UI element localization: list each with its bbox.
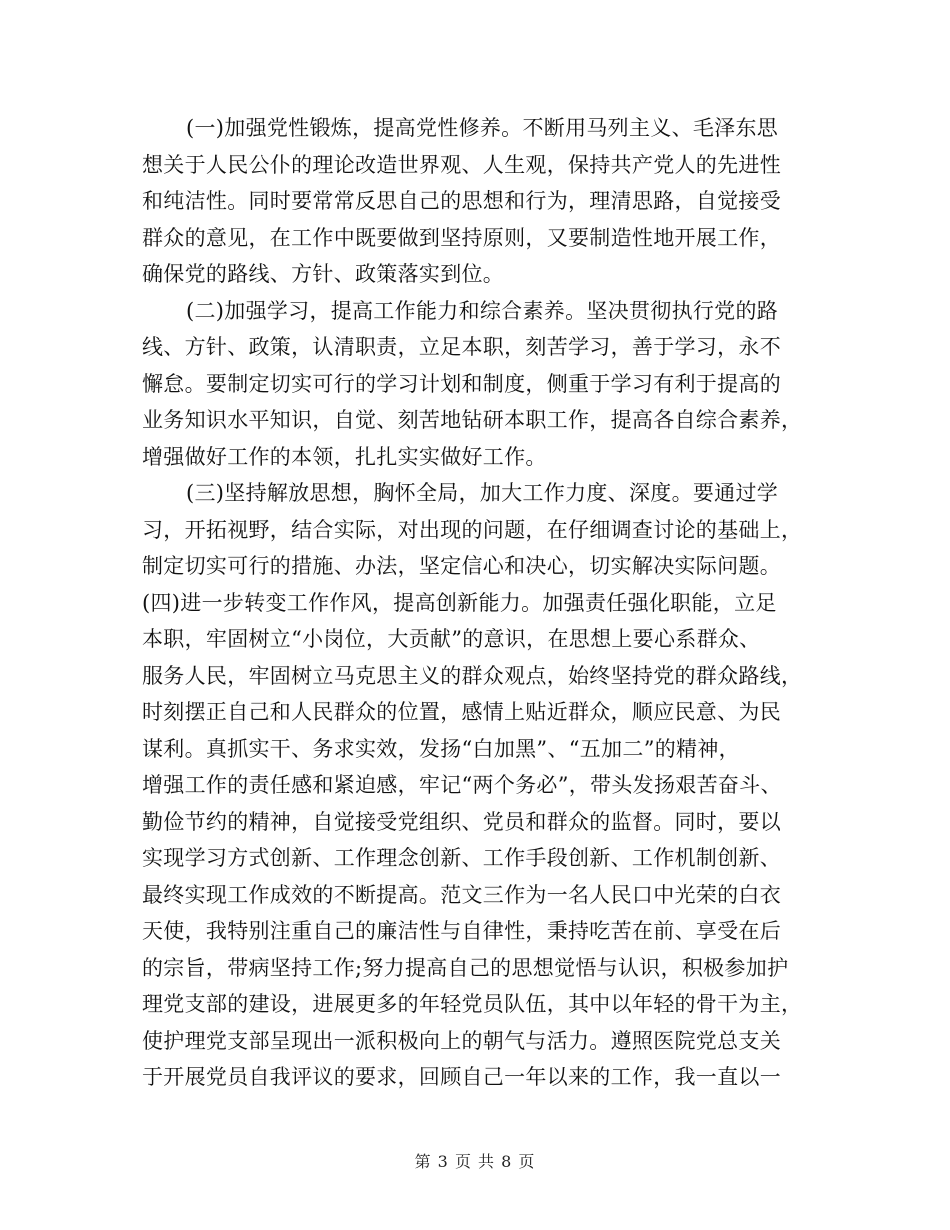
paragraph-4-line-6: 增强工作的责任感和紧迫感，牢记“两个务必”，带头发扬艰苦奋斗、 xyxy=(142,773,782,797)
paragraph-4-line-7: 勤俭节约的精神，自觉接受党组织、党员和群众的监督。同时，要以 xyxy=(142,809,781,834)
paragraph-4-line-12: 理党支部的建设，进展更多的年轻党员队伍，其中以年轻的骨干为主， xyxy=(142,992,803,1016)
paragraph-4-line-13: 使护理党支部呈现出一派积极向上的朝气与活力。遵照医院党总支关 xyxy=(142,1028,781,1053)
paragraph-3-line-1: (三)坚持解放思想，胸怀全局，加大工作力度、深度。要通过学 xyxy=(186,481,779,505)
paragraph-2-line-5: 增强做好工作的本领，扎扎实实做好工作。 xyxy=(142,444,547,469)
paragraph-4-line-2: 本职，牢固树立“小岗位，大贡献”的意识，在思想上要心系群众、 xyxy=(142,627,761,651)
paragraph-1-line-1: (一)加强党性锻炼，提高党性修养。不断用马列主义、毛泽东思 xyxy=(186,116,779,140)
page-number-footer: 第 3 页 共 8 页 xyxy=(414,1152,536,1171)
paragraph-4-line-10: 天使，我特别注重自己的廉洁性与自律性，秉持吃苦在前、享受在后 xyxy=(142,919,781,943)
body-text xyxy=(142,110,812,1096)
paragraph-1-line-3: 和纯洁性。同时要常常反思自己的思想和行为，理清思路，自觉接受 xyxy=(142,189,781,213)
paragraph-4-line-4: 时刻摆正自己和人民群众的位置，感情上贴近群众，顺应民意、为民 xyxy=(142,700,781,724)
paragraph-3-line-3: 制定切实可行的措施、办法，坚定信心和决心，切实解决实际问题。 xyxy=(142,554,781,578)
paragraph-4-line-9: 最终实现工作成效的不断提高。范文三作为一名人民口中光荣的白衣 xyxy=(142,882,781,907)
paragraph-4-line-3: 服务人民，牢固树立马克思主义的群众观点，始终坚持党的群众路线， xyxy=(142,663,803,688)
paragraph-4-line-14: 于开展党员自我评议的要求，回顾自己一年以来的工作，我一直以一 xyxy=(142,1065,781,1089)
paragraph-1-line-4: 群众的意见，在工作中既要做到坚持原则，又要制造性地开展工作， xyxy=(142,225,781,250)
paragraph-1-line-5: 确保党的路线、方针、政策落实到位。 xyxy=(142,262,505,286)
paragraph-4-line-1: (四)进一步转变工作作风，提高创新能力。加强责任强化职能，立足 xyxy=(142,590,777,615)
paragraph-3-line-2: 习，开拓视野，结合实际，对出现的问题，在仔细调查讨论的基础上， xyxy=(142,517,803,542)
paragraph-1-line-2: 想关于人民公仆的理论改造世界观、人生观，保持共产党人的先进性 xyxy=(142,152,781,177)
paragraph-2-line-2: 线、方针、政策，认清职责，立足本职，刻苦学习，善于学习，永不 xyxy=(142,335,781,359)
paragraph-4-line-8: 实现学习方式创新、工作理念创新、工作手段创新、工作机制创新、 xyxy=(142,846,781,870)
paragraph-2-line-1: (二)加强学习，提高工作能力和综合素养。坚决贯彻执行党的路 xyxy=(186,298,779,323)
paragraph-2-line-4: 业务知识水平知识，自觉、刻苦地钻研本职工作，提高各自综合素养， xyxy=(142,408,803,432)
paragraph-2-line-3: 懈怠。要制定切实可行的学习计划和制度，侧重于学习有利于提高的 xyxy=(142,371,781,396)
paragraph-4-line-11: 的宗旨，带病坚持工作;努力提高自己的思想觉悟与认识，积极参加护 xyxy=(142,955,789,980)
paragraph-4-line-5: 谋利。真抓实干、务求实效，发扬“白加黑”、“五加二”的精神， xyxy=(142,736,740,761)
